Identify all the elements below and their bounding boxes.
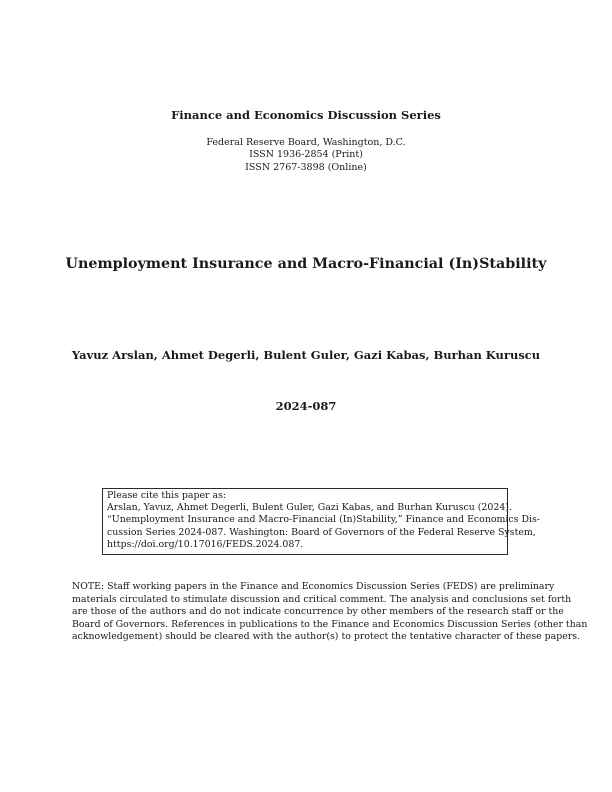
citation-line: “Unemployment Insurance and Macro-Financial (In)Stability,” Finance and Economics Dis- xyxy=(107,514,540,526)
issn-print-line: ISSN 1936-2854 (Print) xyxy=(249,149,363,161)
paper-title: Unemployment Insurance and Macro-Financial (In)Stability xyxy=(65,256,547,272)
paper-number: 2024-087 xyxy=(275,399,337,413)
note-line: acknowledgement) should be cleared with the author(s) to protect the tentative character of these papers. xyxy=(72,631,581,643)
note-line: are those of the authors and do not indicate concurrence by other members of the research staff or the xyxy=(72,606,564,618)
series-title: Finance and Economics Discussion Series xyxy=(171,108,441,122)
citation-doi-link[interactable]: https://doi.org/10.17016/FEDS.2024.087. xyxy=(107,538,304,550)
citation-line: Arslan, Yavuz, Ahmet Degerli, Bulent Guler, Gazi Kabas, and Burhan Kuruscu (2024). xyxy=(107,502,512,514)
note-line: materials circulated to stimulate discussion and critical comment. The analysis and conclusions set forth xyxy=(72,593,572,605)
citation-line: Please cite this paper as: xyxy=(107,490,227,501)
note-line: Board of Governors. References in publications to the Finance and Economics Discussion Series (other than xyxy=(72,618,588,630)
citation-box xyxy=(102,488,540,555)
disclaimer-note xyxy=(72,581,588,644)
note-line: NOTE: Staff working papers in the Finance and Economics Discussion Series (FEDS) are preliminary xyxy=(72,581,555,592)
publisher-line: Federal Reserve Board, Washington, D.C. xyxy=(206,137,406,148)
citation-line: cussion Series 2024-087. Washington: Board of Governors of the Federal Reserve System, xyxy=(107,526,536,538)
series-info xyxy=(0,137,612,174)
paper-authors: Yavuz Arslan, Ahmet Degerli, Bulent Guler, Gazi Kabas, Burhan Kuruscu xyxy=(71,348,541,362)
issn-online-line: ISSN 2767-3898 (Online) xyxy=(245,161,367,173)
